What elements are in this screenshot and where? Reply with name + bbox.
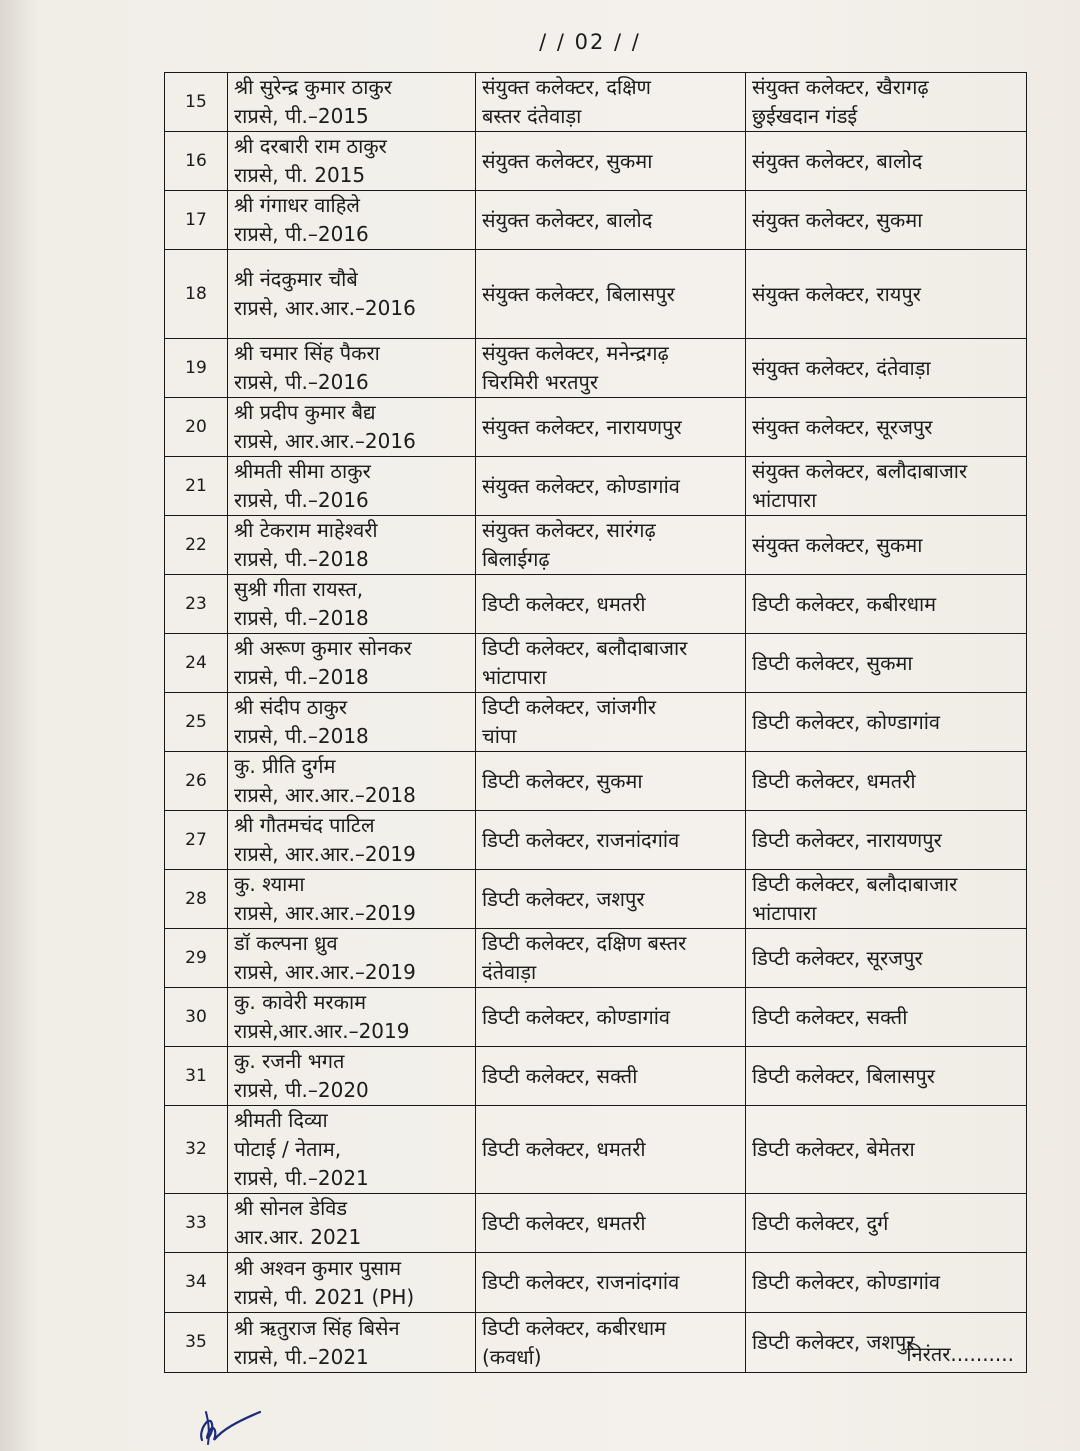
current-posting-cell: संयुक्त कलेक्टर, सुकमा: [476, 132, 746, 191]
new-posting-cell: डिप्टी कलेक्टर, बलौदाबाजार भांटापारा: [746, 870, 1027, 929]
serial-number-cell: 28: [165, 870, 228, 929]
current-posting-cell: संयुक्त कलेक्टर, बिलासपुर: [476, 250, 746, 339]
officer-cell: श्री चमार सिंह पैकरा राप्रसे, पी.–2016: [228, 339, 476, 398]
serial-number-cell: 22: [165, 516, 228, 575]
current-posting-cell: डिप्टी कलेक्टर, राजनांदगांव: [476, 1253, 746, 1313]
signature-mark: [196, 1400, 266, 1446]
table-row: [165, 870, 1027, 929]
serial-number-cell: 24: [165, 634, 228, 693]
current-posting-cell: डिप्टी कलेक्टर, धमतरी: [476, 1194, 746, 1253]
serial-number-cell: 18: [165, 250, 228, 339]
table-row: [165, 457, 1027, 516]
new-posting-cell: संयुक्त कलेक्टर, दंतेवाड़ा: [746, 339, 1027, 398]
officer-cell: कु. प्रीति दुर्गम राप्रसे, आर.आर.–2018: [228, 752, 476, 811]
table-row: [165, 1047, 1027, 1106]
serial-number-cell: 26: [165, 752, 228, 811]
officer-cell: श्री दरबारी राम ठाकुर राप्रसे, पी. 2015: [228, 132, 476, 191]
officer-cell: श्री गंगाधर वाहिले राप्रसे, पी.–2016: [228, 191, 476, 250]
officer-cell: कु. रजनी भगत राप्रसे, पी.–2020: [228, 1047, 476, 1106]
serial-number-cell: 29: [165, 929, 228, 988]
officer-cell: श्री सोनल डेविड आर.आर. 2021: [228, 1194, 476, 1253]
serial-number-cell: 33: [165, 1194, 228, 1253]
new-posting-cell: डिप्टी कलेक्टर, दुर्ग: [746, 1194, 1027, 1253]
table-row: [165, 634, 1027, 693]
serial-number-cell: 32: [165, 1106, 228, 1194]
current-posting-cell: डिप्टी कलेक्टर, कोण्डागांव: [476, 988, 746, 1047]
officer-cell: श्रीमती दिव्या पोटाई / नेताम, राप्रसे, पी.–2021: [228, 1106, 476, 1194]
table-row: [165, 929, 1027, 988]
officer-cell: श्री ऋतुराज सिंह बिसेन राप्रसे, पी.–2021: [228, 1313, 476, 1373]
officer-cell: डॉ कल्पना ध्रुव राप्रसे, आर.आर.–2019: [228, 929, 476, 988]
officer-cell: श्री अरूण कुमार सोनकर राप्रसे, पी.–2018: [228, 634, 476, 693]
new-posting-cell: संयुक्त कलेक्टर, सुकमा: [746, 191, 1027, 250]
table-row: [165, 1313, 1027, 1373]
table-row: [165, 1194, 1027, 1253]
current-posting-cell: संयुक्त कलेक्टर, दक्षिण बस्तर दंतेवाड़ा: [476, 73, 746, 132]
serial-number-cell: 19: [165, 339, 228, 398]
serial-number-cell: 31: [165, 1047, 228, 1106]
serial-number-cell: 23: [165, 575, 228, 634]
table-row: [165, 752, 1027, 811]
officer-cell: श्री टेकराम माहेश्वरी राप्रसे, पी.–2018: [228, 516, 476, 575]
transfer-table: [164, 72, 1027, 1373]
current-posting-cell: डिप्टी कलेक्टर, जशपुर: [476, 870, 746, 929]
table-row: [165, 811, 1027, 870]
table-row: [165, 132, 1027, 191]
new-posting-cell: संयुक्त कलेक्टर, सूरजपुर: [746, 398, 1027, 457]
new-posting-cell: संयुक्त कलेक्टर, बालोद: [746, 132, 1027, 191]
officer-cell: कु. कावेरी मरकाम राप्रसे,आर.आर.–2019: [228, 988, 476, 1047]
table-row: [165, 1106, 1027, 1194]
serial-number-cell: 30: [165, 988, 228, 1047]
new-posting-cell: संयुक्त कलेक्टर, खैरागढ़ छुईखदान गंडई: [746, 73, 1027, 132]
new-posting-cell: डिप्टी कलेक्टर, जशपुर: [746, 1313, 1027, 1373]
new-posting-cell: डिप्टी कलेक्टर, नारायणपुर: [746, 811, 1027, 870]
continued-note: निरंतर..........: [906, 1342, 1014, 1366]
table-row: [165, 516, 1027, 575]
officer-cell: श्री सुरेन्द्र कुमार ठाकुर राप्रसे, पी.–2015: [228, 73, 476, 132]
current-posting-cell: संयुक्त कलेक्टर, सारंगढ़ बिलाईगढ़: [476, 516, 746, 575]
new-posting-cell: डिप्टी कलेक्टर, कोण्डागांव: [746, 693, 1027, 752]
serial-number-cell: 27: [165, 811, 228, 870]
new-posting-cell: डिप्टी कलेक्टर, सक्ती: [746, 988, 1027, 1047]
current-posting-cell: डिप्टी कलेक्टर, धमतरी: [476, 1106, 746, 1194]
table-row: [165, 988, 1027, 1047]
serial-number-cell: 21: [165, 457, 228, 516]
new-posting-cell: डिप्टी कलेक्टर, बिलासपुर: [746, 1047, 1027, 1106]
officer-cell: सुश्री गीता रायस्त, राप्रसे, पी.–2018: [228, 575, 476, 634]
new-posting-cell: डिप्टी कलेक्टर, धमतरी: [746, 752, 1027, 811]
transfer-table-body: [165, 73, 1027, 1373]
table-row: [165, 191, 1027, 250]
new-posting-cell: डिप्टी कलेक्टर, बेमेतरा: [746, 1106, 1027, 1194]
current-posting-cell: डिप्टी कलेक्टर, धमतरी: [476, 575, 746, 634]
serial-number-cell: 25: [165, 693, 228, 752]
new-posting-cell: डिप्टी कलेक्टर, कबीरधाम: [746, 575, 1027, 634]
current-posting-cell: संयुक्त कलेक्टर, बालोद: [476, 191, 746, 250]
current-posting-cell: संयुक्त कलेक्टर, नारायणपुर: [476, 398, 746, 457]
officer-cell: श्री अश्वन कुमार पुसाम राप्रसे, पी. 2021 (PH): [228, 1253, 476, 1313]
new-posting-cell: डिप्टी कलेक्टर, सुकमा: [746, 634, 1027, 693]
serial-number-cell: 35: [165, 1313, 228, 1373]
current-posting-cell: डिप्टी कलेक्टर, दक्षिण बस्तर दंतेवाड़ा: [476, 929, 746, 988]
current-posting-cell: डिप्टी कलेक्टर, राजनांदगांव: [476, 811, 746, 870]
officer-cell: श्री गौतमचंद पाटिल राप्रसे, आर.आर.–2019: [228, 811, 476, 870]
serial-number-cell: 34: [165, 1253, 228, 1313]
table-row: [165, 693, 1027, 752]
serial-number-cell: 20: [165, 398, 228, 457]
current-posting-cell: डिप्टी कलेक्टर, जांजगीर चांपा: [476, 693, 746, 752]
current-posting-cell: डिप्टी कलेक्टर, कबीरधाम (कवर्धा): [476, 1313, 746, 1373]
serial-number-cell: 16: [165, 132, 228, 191]
table-row: [165, 250, 1027, 339]
new-posting-cell: डिप्टी कलेक्टर, सूरजपुर: [746, 929, 1027, 988]
page-number: / / 02 / /: [539, 30, 641, 54]
officer-cell: श्री नंदकुमार चौबे राप्रसे, आर.आर.–2016: [228, 250, 476, 339]
current-posting-cell: संयुक्त कलेक्टर, कोण्डागांव: [476, 457, 746, 516]
officer-cell: श्रीमती सीमा ठाकुर राप्रसे, पी.–2016: [228, 457, 476, 516]
new-posting-cell: संयुक्त कलेक्टर, सुकमा: [746, 516, 1027, 575]
officer-cell: कु. श्यामा राप्रसे, आर.आर.–2019: [228, 870, 476, 929]
table-row: [165, 339, 1027, 398]
serial-number-cell: 17: [165, 191, 228, 250]
table-row: [165, 398, 1027, 457]
serial-number-cell: 15: [165, 73, 228, 132]
new-posting-cell: संयुक्त कलेक्टर, रायपुर: [746, 250, 1027, 339]
table-row: [165, 575, 1027, 634]
officer-cell: श्री प्रदीप कुमार बैद्य राप्रसे, आर.आर.–2016: [228, 398, 476, 457]
current-posting-cell: डिप्टी कलेक्टर, सक्ती: [476, 1047, 746, 1106]
officer-cell: श्री संदीप ठाकुर राप्रसे, पी.–2018: [228, 693, 476, 752]
table-row: [165, 73, 1027, 132]
new-posting-cell: संयुक्त कलेक्टर, बलौदाबाजार भांटापारा: [746, 457, 1027, 516]
table-row: [165, 1253, 1027, 1313]
current-posting-cell: डिप्टी कलेक्टर, सुकमा: [476, 752, 746, 811]
new-posting-cell: डिप्टी कलेक्टर, कोण्डागांव: [746, 1253, 1027, 1313]
current-posting-cell: संयुक्त कलेक्टर, मनेन्द्रगढ़ चिरमिरी भरतपुर: [476, 339, 746, 398]
current-posting-cell: डिप्टी कलेक्टर, बलौदाबाजार भांटापारा: [476, 634, 746, 693]
